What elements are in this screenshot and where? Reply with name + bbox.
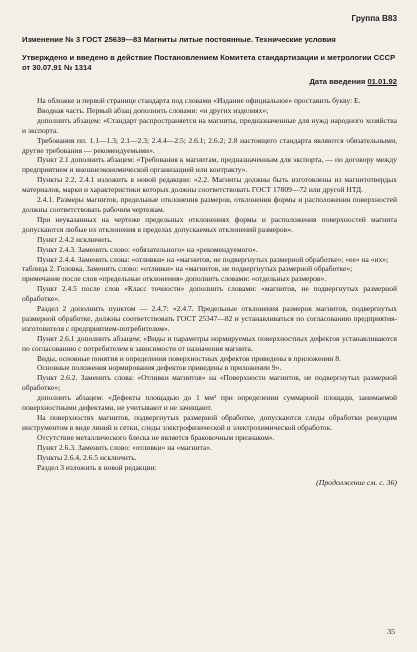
page-number: 35 [387,627,395,636]
introduction-date-label: Дата введения [309,77,366,86]
paragraph: На поверхностях магнитов, подвергнутых размерной обработке, допускаются следы обработки режущим инструментом в виде линий и сетки, следы электрофизической и электрохимической обработок. [22,413,397,432]
paragraph: Пункты 2.2, 2.4.1 изложить в новой редакции: «2.2. Магниты должны быть изготовлены из магнитотвердых материалов, марки и характеристики которых должны соответствовать ГОСТ 17809—72 или другой НТД. [22,175,397,195]
introduction-date-value: 01.01.92 [367,77,397,86]
paragraph: Пункт 2.4.5 после слов «Класс точности» дополнить словами: «магнитов, не подвергнутых размерной обработке». [22,284,397,304]
continuation-note: (Продолжение см. с. 36) [316,478,397,488]
introduction-date [22,77,397,86]
paragraph: примечание после слов «предельные отклонения» дополнить словами: «отдельных размеров». [22,274,327,284]
paragraph: Виды, основные понятия и определения поверхностных дефектов приведены в приложении 8. [37,353,341,363]
paragraph: Пункт 2.6.2. Заменить слова: «Отливки магнитов» на «Поверхности магнитов, не подвергнутых размерной обработке»; [22,373,397,393]
paragraph: Пункт 2.1 дополнить абзацем: «Требования к магнитам, предназначенным для экспорта, — по договору между предприятием и внешнеэкономической организацией или контракту». [22,155,397,175]
paragraph: Пункты 2.6.4, 2.6.5 исключить. [37,452,137,462]
paragraph: Отсутствие металлического блеска не является браковочным признаком». [37,432,275,442]
paragraph: Пункт 2.4.4. Заменить слова: «отливки» на «магнитов, не подвергнутых размерной обработке»; «ее» на «их»; [37,254,389,264]
paragraph: дополнить абзацем: «Дефекты площадью до 1 мм² при определении суммарной площади, занимаемой поверхностными дефектами, не учитывают и не зачищают. [22,393,397,413]
paragraph: На обложке и первой странице стандарта под словами «Издание официальное» проставить букву: Е. [37,96,361,105]
change-title: Изменение № 3 ГОСТ 25639—83 Магниты литые постоянные. Технические условия [22,35,336,44]
paragraph: Вводная часть. Первый абзац дополнить словами: «и других изделиях»; [37,105,269,115]
paragraph: Раздел 3 изложить в новой редакции: [37,462,157,472]
paragraph: Основные положения нормирования дефектов приведены в приложении 9». [37,363,282,373]
paragraph: Пункт 2.6.1 дополнить абзацем: «Виды и параметры нормируемых поверхностных дефектов устанавливаются по согласованию с потребителем в зависимости от назначения магнита. [22,333,397,353]
paragraph: Требования пп. 1.1—1.3; 2.1—2.3; 2.4.4—2.5; 2.6.1; 2.6.2; 2.8 настоящего стандарта являются обязательными, другие требования — рекомендуемыми». [22,135,397,155]
paragraph: 2.4.1. Размеры магнитов, предельные отклонения размеров, отклонения формы и расположения поверхностей должны соответствовать рабочим чертежам. [22,195,397,214]
body-text [22,96,397,472]
paragraph: Пункт 2.6.3. Заменить слово: «отливки» на «магнита». [37,442,212,452]
paragraph: Пункт 2.4.3. Заменить слово: «обязательного» на «рекомендуемого». [37,244,258,254]
paragraph: Пункт 2.4.2 исключить. [37,234,113,244]
paragraph: дополнить абзацем: «Стандарт распространяется на магниты, предназначенные для нужд народного хозяйства и экспорта. [22,115,397,135]
paragraph: При неуказанных на чертеже предельных отклонениях формы и расположения поверхностей магнита допускаются любые их отклонения в пределах допускаемых отклонений размеров». [22,214,397,234]
group-code: Группа В83 [351,14,397,23]
paragraph: таблица 2. Головка. Заменить слово: «отливки» на «магнитов, не подвергнутых размерной обработке»; [22,264,353,274]
paragraph: Раздел 2 дополнить пунктом — 2.4.7: «2.4.7. Предельные отклонения размеров магнитов, подвергнутых размерной обработке, должны соответствовать ГОСТ 25347—82 и устанавливаться по согласованию предприятия-изготовителя с предприятием-потребителем». [22,304,397,333]
approval-statement: Утверждено и введено в действие Постановлением Комитета стандартизации и метрологии СССР от 30.07.91 № 1314 [22,53,396,72]
